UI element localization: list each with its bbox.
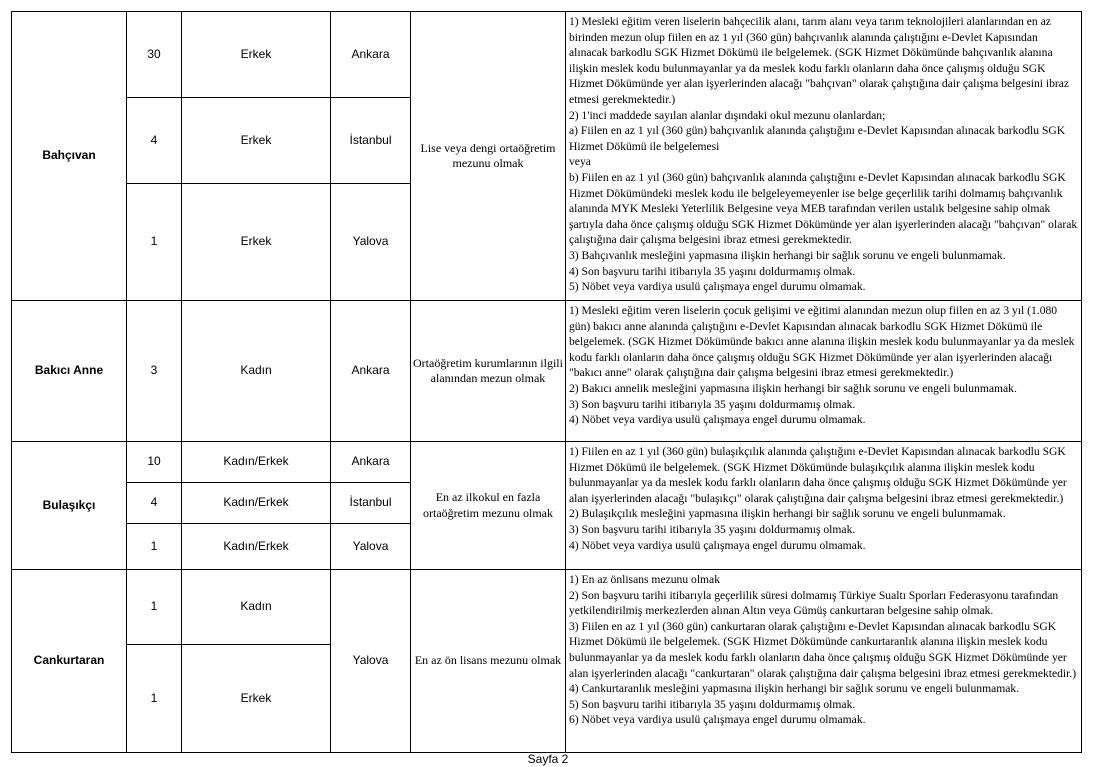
requirement-item: 4) Son başvuru tarihi itibarıyla 35 yaşını doldurmamış olmak. — [569, 264, 856, 278]
gender: Kadın — [182, 301, 331, 442]
requirement-item: 5) Son başvuru tarihi itibarıyla 35 yaşını doldurmamış olmak. — [569, 697, 856, 711]
positions-table — [11, 11, 1082, 753]
page-number: Sayfa 2 — [527, 752, 569, 766]
position-count: 1 — [127, 524, 182, 570]
city: Yalova — [331, 524, 411, 570]
position-count: 4 — [127, 483, 182, 524]
requirement-item: 2) 1'inci maddede sayılan alanlar dışındaki okul mezunu olanlardan; — [569, 108, 886, 122]
position-name: Bahçıvan — [12, 12, 127, 301]
city: Ankara — [331, 301, 411, 442]
requirement-item: veya — [569, 155, 591, 169]
requirement-item: 1) Fiilen en az 1 yıl (360 gün) bulaşıkçılık alanında çalıştığını e-Devlet Kapısından alınacak barkodlu SGK Hizmet Dökümü ile belgelemek. (SGK Hizmet Dökümünde bulaşıkçılık alanına ilişkin meslek kodu bulunmayanlar ya da meslek kodu farklı olanların daha önce çalışmış olduğu SGK Hizmet Dökümünde yer alan işyerlerinden alacağı "bulaşıkçı" olarak çalıştığına dair çalışma belgesini ibraz etmesi gerekmektedir.) — [569, 445, 1067, 505]
gender: Erkek — [182, 98, 331, 184]
requirement-item: 1) En az önlisans mezunu olmak — [569, 573, 721, 586]
city: Ankara — [331, 442, 411, 483]
education-requirement: En az ilkokul en fazla ortaöğretim mezunu olmak — [411, 442, 566, 570]
position-name: Bulaşıkçı — [12, 442, 127, 570]
gender: Kadın — [182, 570, 331, 645]
city: Yalova — [331, 184, 411, 301]
position-count: 1 — [127, 570, 182, 645]
requirement-item: 1) Mesleki eğitim veren liselerin çocuk gelişimi ve eğitimi alanından mezun olup fiilen en az 3 yıl (1.080 gün) bakıcı anne alanında çalıştığını e-Devlet Kapısından alınacak barkodlu SGK Hizmet Dökümü ile belgelemek. (SGK Hizmet Dökümünde bakıcı anne alanına ilişkin meslek kodu bulunmayanlar ya da meslek kodu farklı olanların daha önce çalışmış olduğu SGK Hizmet Dökümünde yer alan işyerlerinden alacağı "bakıcı anne" olarak çalıştığına dair çalışma belgesini ibraz etmesi gerekmektedir.) — [569, 304, 1075, 380]
education-requirement: Lise veya dengi ortaöğretim mezunu olmak — [411, 12, 566, 301]
requirements-cell — [566, 12, 1082, 301]
requirement-item: 3) Fiilen en az 1 yıl (360 gün) cankurtaran olarak çalıştığını e-Devlet Kapısından alınacak barkodlu SGK Hizmet Dökümü ile belgelemek. (SGK Hizmet Dökümünde cankurtaranlık alanına ilişkin meslek kodu bulunmayanlar ya da meslek kodu farklı olanların daha önce çalışmış olduğu SGK Hizmet Dökümünde yer alan işyerlerinden alacağı "cankurtaran" olarak çalıştığına dair çalışma belgesini ibraz etmesi gerekmektedir.) — [569, 619, 1077, 680]
requirement-item: 3) Son başvuru tarihi itibarıyla 35 yaşını doldurmamış olmak. — [569, 397, 856, 411]
requirement-item: 2) Bulaşıkçılık mesleğini yapmasına ilişkin herhangi bir sağlık sorunu ve engeli bulunmamak. — [569, 507, 1006, 521]
position-count: 1 — [127, 184, 182, 301]
city: İstanbul — [331, 98, 411, 184]
position-name: Bakıcı Anne — [12, 301, 127, 442]
position-count: 4 — [127, 98, 182, 184]
position-count: 30 — [127, 12, 182, 98]
table-row — [12, 442, 1082, 483]
gender: Erkek — [182, 645, 331, 753]
gender: Erkek — [182, 184, 331, 301]
requirement-item: 3) Son başvuru tarihi itibarıyla 35 yaşını doldurmamış olmak. — [569, 522, 856, 536]
city: İstanbul — [331, 483, 411, 524]
requirement-item: 3) Bahçıvanlık mesleğini yapmasına ilişkin herhangi bir sağlık sorunu ve engeli bulunmamak. — [569, 248, 1006, 262]
requirement-item: 1) Mesleki eğitim veren liselerin bahçecilik alanı, tarım alanı veya tarım teknolojileri alanlarından en az birinden mezun olup fiilen en az 1 yıl (360 gün) bahçıvanlık alanında çalıştığını e-Devlet Kapısından alınacak barkodlu SGK Hizmet Dökümü ile belgelemek. (SGK Hizmet Dökümünde bahçıvanlık alanına ilişkin meslek kodu bulunmayanlar ya da meslek kodu farklı olanların daha önce çalışmış olduğu SGK Hizmet Dökümünde yer alan işyerlerinden alacağı "bahçıvan" olarak çalıştığına dair çalışma belgesini ibraz etmesi gerekmektedir.) — [569, 15, 1070, 106]
city: Ankara — [331, 12, 411, 98]
requirement-item: 4) Nöbet veya vardiya usulü çalışmaya engel durumu olmamak. — [569, 538, 866, 552]
table-row — [12, 570, 1082, 645]
education-requirement: Ortaöğretim kurumlarının ilgili alanından mezun olmak — [411, 301, 566, 442]
requirement-item: 4) Cankurtaranlık mesleğini yapmasına ilişkin herhangi bir sağlık sorunu ve engeli bulunmamak. — [569, 682, 1020, 696]
table-row — [12, 12, 1082, 98]
requirement-item: 2) Son başvuru tarihi itibarıyla geçerlilik süresi dolmamış Türkiye Sualtı Sporları Federasyonu tarafından yetkilendirilmiş merkezlerden alınan Altın veya Gümüş cankurtaran belgesine sahip olmak. — [569, 588, 1059, 618]
requirement-item: 5) Nöbet veya vardiya usulü çalışmaya engel durumu olmamak. — [569, 280, 866, 294]
requirement-item: 6) Nöbet veya vardiya usulü çalışmaya engel durumu olmamak. — [569, 713, 866, 727]
gender: Kadın/Erkek — [182, 524, 331, 570]
gender: Kadın/Erkek — [182, 483, 331, 524]
education-requirement: En az ön lisans mezunu olmak — [411, 570, 566, 753]
requirement-item: a) Fiilen en az 1 yıl (360 gün) bahçıvanlık alanında çalıştığını e-Devlet Kapısından alınacak barkodlu SGK Hizmet Dökümü ile belgelemesi — [569, 124, 1066, 153]
position-count: 1 — [127, 645, 182, 753]
table-row — [12, 301, 1082, 442]
position-count: 3 — [127, 301, 182, 442]
requirement-item: b) Fiilen en az 1 yıl (360 gün) bahçıvanlık alanında çalıştığını e-Devlet Kapısından alınacak barkodlu SGK Hizmet Dökümündeki meslek kodu ile belgeleyemeyenler ise belge geçerlilik tarihi dolmamış bahçıvanlık alanında MYK Mesleki Yeterlilik Belgesine veya MEB tarafından verilen ustalık belgesine sahip olmak şartıyla daha önce çalışmış olduğu SGK Hizmet Dökümünde yer alan işyerlerinden alacağı "bahçıvan" olarak çalıştığına dair çalışma belgesini ibraz etmesi gerekmektedir. — [569, 170, 1078, 247]
gender: Kadın/Erkek — [182, 442, 331, 483]
gender: Erkek — [182, 12, 331, 98]
position-count: 10 — [127, 442, 182, 483]
requirements-cell — [566, 570, 1082, 753]
requirement-item: 2) Bakıcı annelik mesleğini yapmasına ilişkin herhangi bir sağlık sorunu ve engeli bulunmamak. — [569, 381, 1017, 395]
requirements-cell — [566, 442, 1082, 570]
requirement-item: 4) Nöbet veya vardiya usulü çalışmaya engel durumu olmamak. — [569, 413, 866, 427]
city: Yalova — [331, 570, 411, 753]
requirements-cell — [566, 301, 1082, 442]
position-name: Cankurtaran — [12, 570, 127, 753]
